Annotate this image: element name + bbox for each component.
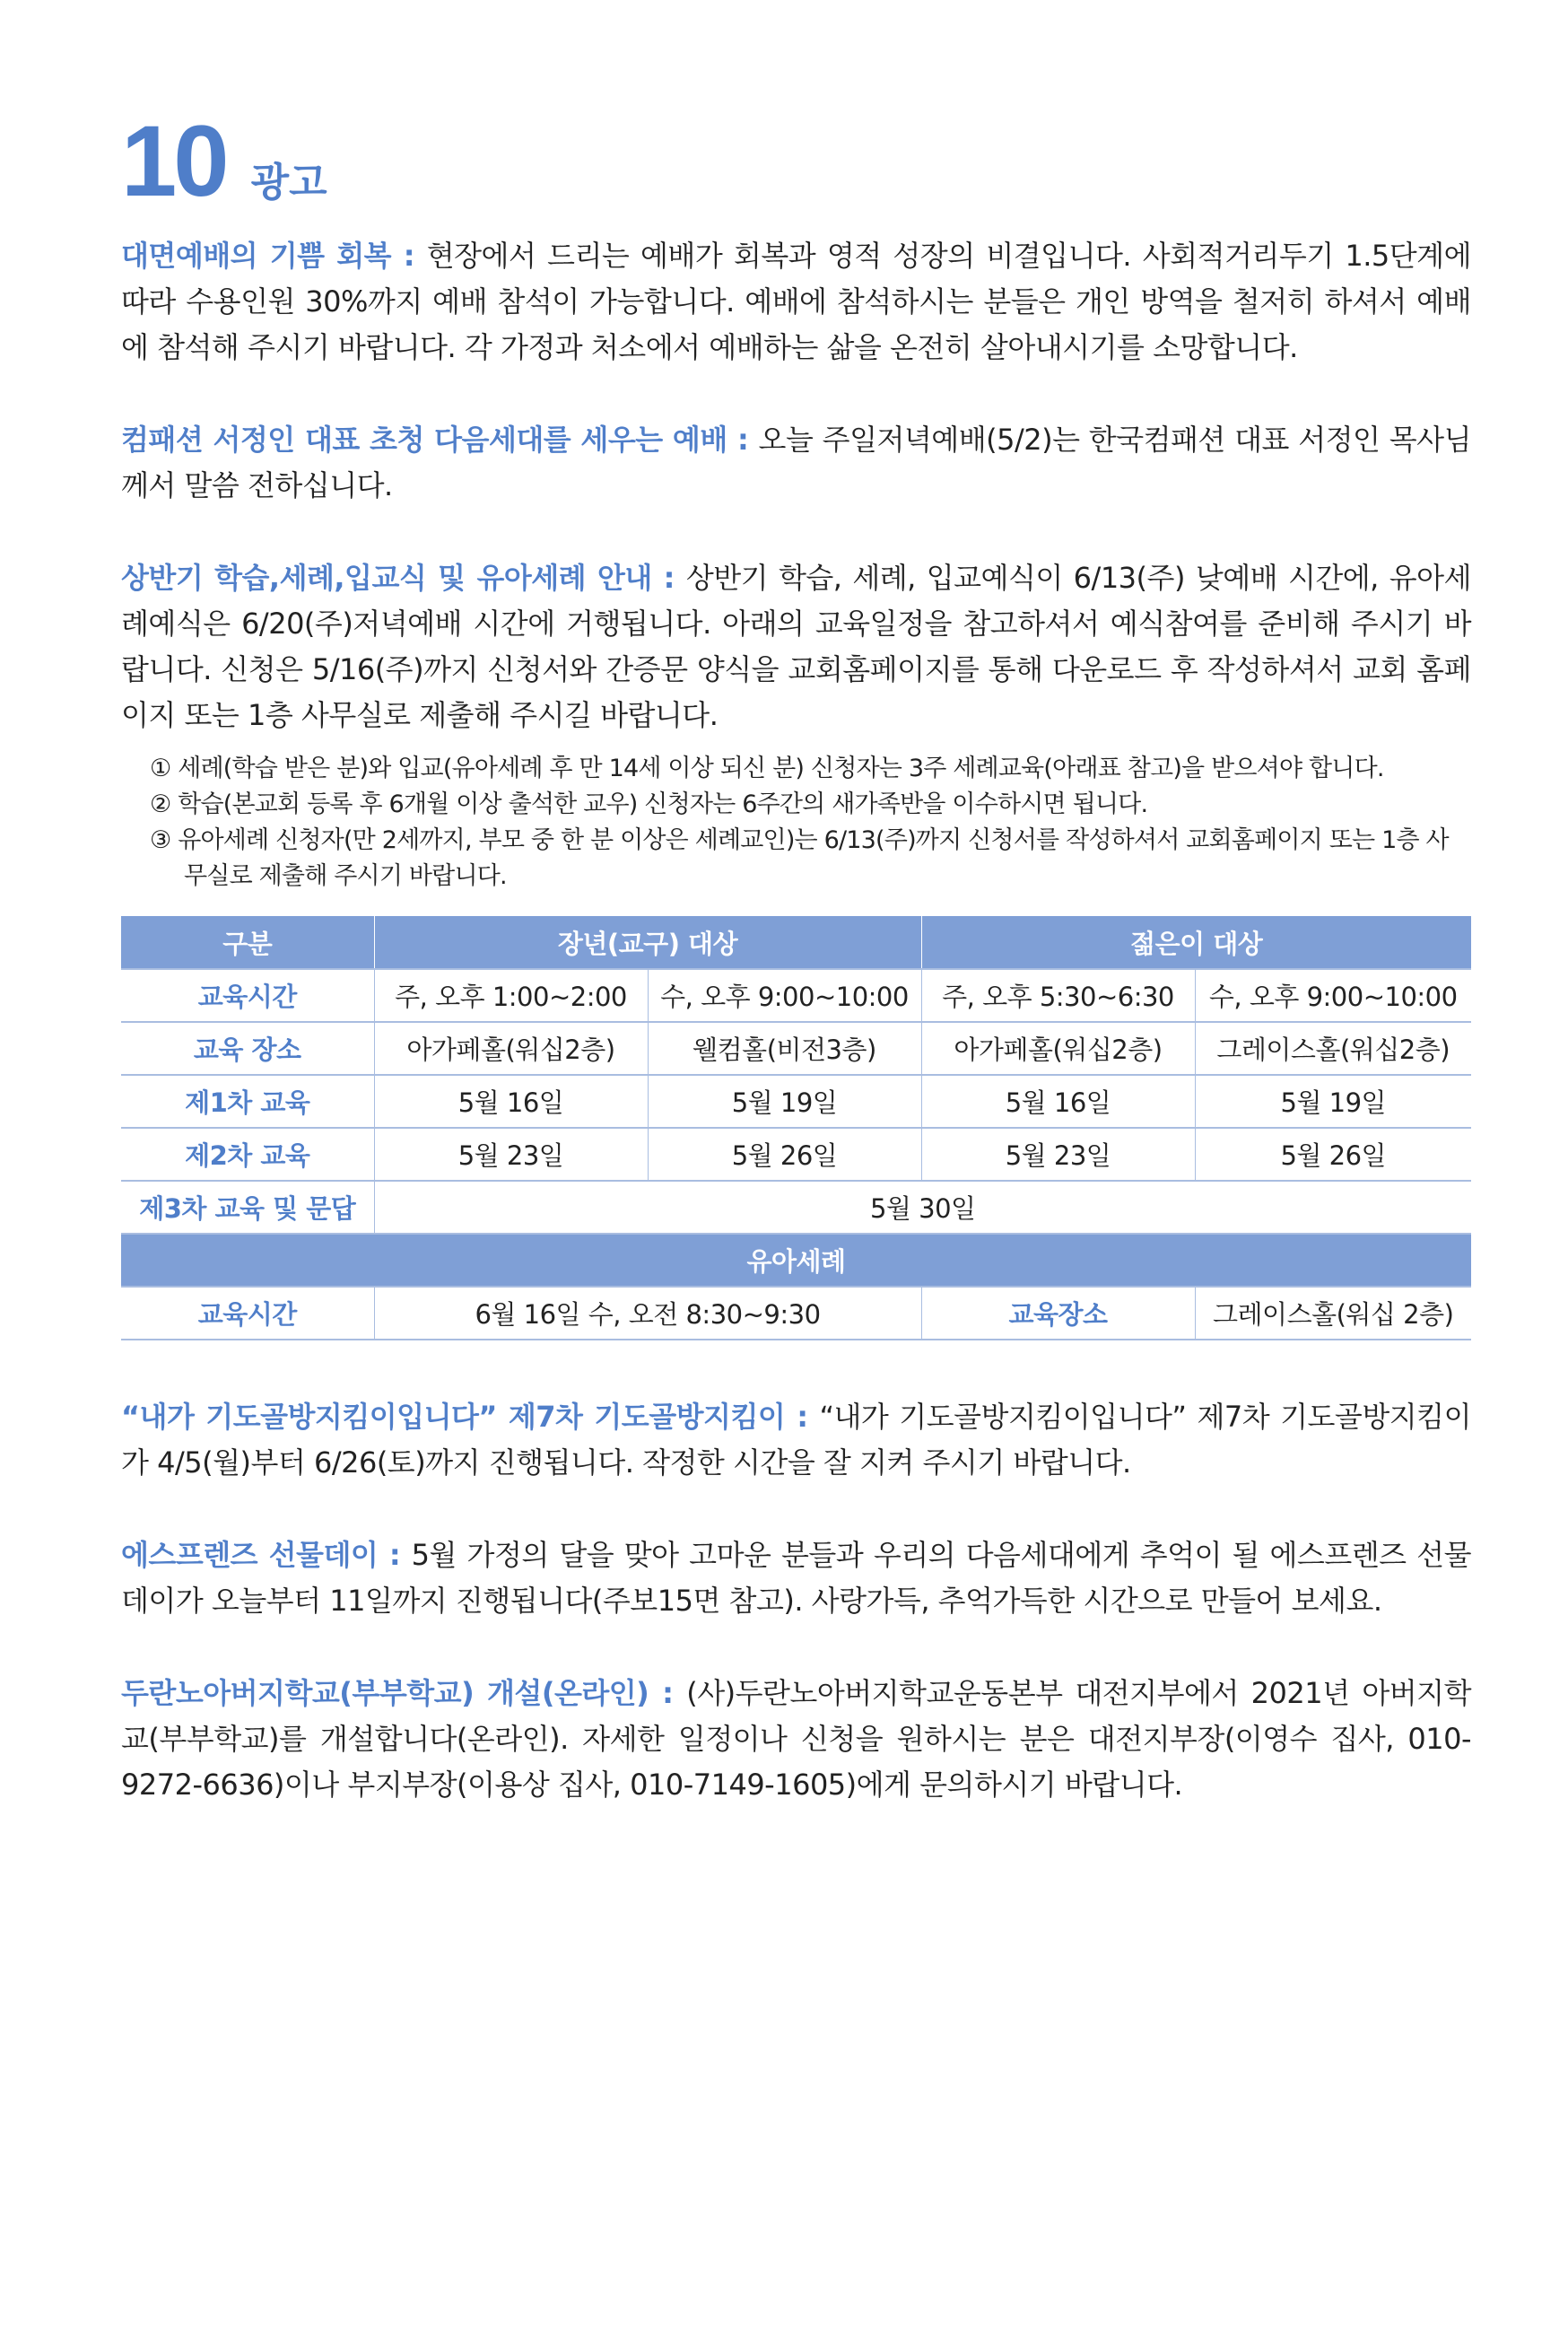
announcement-lead: 대면예배의 기쁨 회복 :: [121, 239, 427, 273]
announcement-sfriends: [121, 1532, 1471, 1624]
table-row: [121, 1022, 1471, 1075]
announcement-lead: “내가 기도골방지킴이입니다” 제7차 기도골방지킴이 :: [121, 1400, 820, 1434]
header-adult: 장년(교구) 대상: [374, 916, 921, 969]
announcement-lead: 상반기 학습,세례,입교식 및 유아세례 안내 :: [121, 561, 686, 595]
table-row: [121, 1181, 1471, 1234]
section-title: 광고: [250, 160, 327, 205]
announcement-body: 5월 가정의 달을 맞아 고마운 분들과 우리의 다음세대에게 추억이 될 에스프렌즈 선물데이가 오늘부터 11일까지 진행됩니다(주보15면 참고). 사랑가득, 추억가득한 시간으로 만들어 보세요.: [121, 1538, 1471, 1618]
announcement-father-school: [121, 1671, 1471, 1808]
row-label: 제2차 교육: [121, 1128, 374, 1181]
baptism-notes: [121, 751, 1471, 895]
row-label: 교육시간: [121, 1287, 374, 1340]
bulletin-page: [121, 105, 1471, 1855]
row-label: 제1차 교육: [121, 1075, 374, 1128]
announcement-body: (사)두란노아버지학교운동본부 대전지부에서 2021년 아버지학교(부부학교)를 개설합니다(온라인). 자세한 일정이나 신청을 원하시는 분은 대전지부장(이영수 집사, 010-9272-6636)이나 부지부장(이용상 집사, 010-7149-1605)에게 문의하시기 바랍니다.: [121, 1676, 1471, 1802]
table-cell: 아가페홀(워십2층): [921, 1022, 1195, 1075]
announcement-lead: 에스프렌즈 선물데이 :: [121, 1538, 412, 1572]
table-cell: 5월 23일: [374, 1128, 648, 1181]
row-label: 교육 장소: [121, 1022, 374, 1075]
announcement-body: 오늘 주일저녁예배(5/2)는 한국컴패션 대표 서정인 목사님께서 말씀 전하십니다.: [121, 423, 1471, 502]
row-label: 제3차 교육 및 문답: [121, 1181, 374, 1234]
table-cell: 5월 16일: [921, 1075, 1195, 1128]
table-cell: 5월 19일: [648, 1075, 921, 1128]
table-cell: 5월 19일: [1195, 1075, 1471, 1128]
announcement-body: “내가 기도골방지킴이입니다” 제7차 기도골방지킴이가 4/5(월)부터 6/26(토)까지 진행됩니다. 작정한 시간을 잘 지켜 주시기 바랍니다.: [121, 1400, 1471, 1480]
announcement-lead: 두란노아버지학교(부부학교) 개설(온라인) :: [121, 1676, 687, 1710]
table-row: [121, 969, 1471, 1022]
announcement-prayer-room: [121, 1394, 1471, 1486]
table-cell: 수, 오후 9:00~10:00: [1195, 969, 1471, 1022]
education-schedule-table: [121, 916, 1471, 1340]
table-cell: 6월 16일 수, 오전 8:30~9:30: [374, 1287, 921, 1340]
announcement-worship: [121, 233, 1471, 371]
table-cell: 5월 26일: [1195, 1128, 1471, 1181]
header-category: 구분: [121, 916, 374, 969]
header-youth: 젊은이 대상: [921, 916, 1471, 969]
note-item: ③ 유아세례 신청자(만 2세까지, 부모 중 한 분 이상은 세례교인)는 6/13(주)까지 신청서를 작성하셔서 교회홈페이지 또는 1층 사무실로 제출해 주시기 바랍니다.: [150, 826, 1449, 890]
table-cell: 그레이스홀(워십 2층): [1195, 1287, 1471, 1340]
table-cell: 웰컴홀(비전3층): [648, 1022, 921, 1075]
row-label: 교육장소: [921, 1287, 1195, 1340]
table-cell: 그레이스홀(워십2층): [1195, 1022, 1471, 1075]
table-header-row: [121, 1234, 1471, 1287]
announcement-body: 현장에서 드리는 예배가 회복과 영적 성장의 비결입니다. 사회적거리두기 1.5단계에 따라 수용인원 30%까지 예배 참석이 가능합니다. 예배에 참석하시는 분들은 개인 방역을 철저히 하셔서 예배에 참석해 주시기 바랍니다. 각 가정과 처소에서 예배하는 삶을 온전히 살아내시기를 소망합니다.: [121, 239, 1471, 364]
table-cell: 주, 오후 1:00~2:00: [374, 969, 648, 1022]
header-infant-baptism: 유아세례: [121, 1234, 1471, 1287]
table-cell: 5월 23일: [921, 1128, 1195, 1181]
announcement-baptism: [121, 555, 1471, 738]
note-item: ② 학습(본교회 등록 후 6개월 이상 출석한 교우) 신청자는 6주간의 새가족반을 이수하시면 됩니다.: [150, 790, 1148, 818]
table-cell: 수, 오후 9:00~10:00: [648, 969, 921, 1022]
table-cell: 5월 30일: [374, 1181, 1471, 1234]
page-number: 10: [121, 105, 226, 217]
row-label: 교육시간: [121, 969, 374, 1022]
table-cell: 5월 16일: [374, 1075, 648, 1128]
note-item: ① 세례(학습 받은 분)와 입교(유아세례 후 만 14세 이상 되신 분) 신청자는 3주 세례교육(아래표 참고)을 받으셔야 합니다.: [150, 755, 1384, 782]
table-row: [121, 1287, 1471, 1340]
table-cell: 주, 오후 5:30~6:30: [921, 969, 1195, 1022]
announcement-compassion: [121, 417, 1471, 509]
page-header: [121, 105, 1471, 217]
announcement-body: 상반기 학습, 세례, 입교예식이 6/13(주) 낮예배 시간에, 유아세례예식은 6/20(주)저녁예배 시간에 거행됩니다. 아래의 교육일정을 참고하셔서 예식참여를 준비해 주시기 바랍니다. 신청은 5/16(주)까지 신청서와 간증문 양식을 교회홈페이지를 통해 다운로드 후 작성하셔서 교회 홈페이지 또는 1층 사무실로 제출해 주시길 바랍니다.: [121, 561, 1471, 732]
table-row: [121, 1128, 1471, 1181]
announcement-lead: 컴패션 서정인 대표 초청 다음세대를 세우는 예배 :: [121, 423, 759, 457]
table-header-row: [121, 916, 1471, 969]
table-row: [121, 1075, 1471, 1128]
table-cell: 5월 26일: [648, 1128, 921, 1181]
table-cell: 아가페홀(워십2층): [374, 1022, 648, 1075]
